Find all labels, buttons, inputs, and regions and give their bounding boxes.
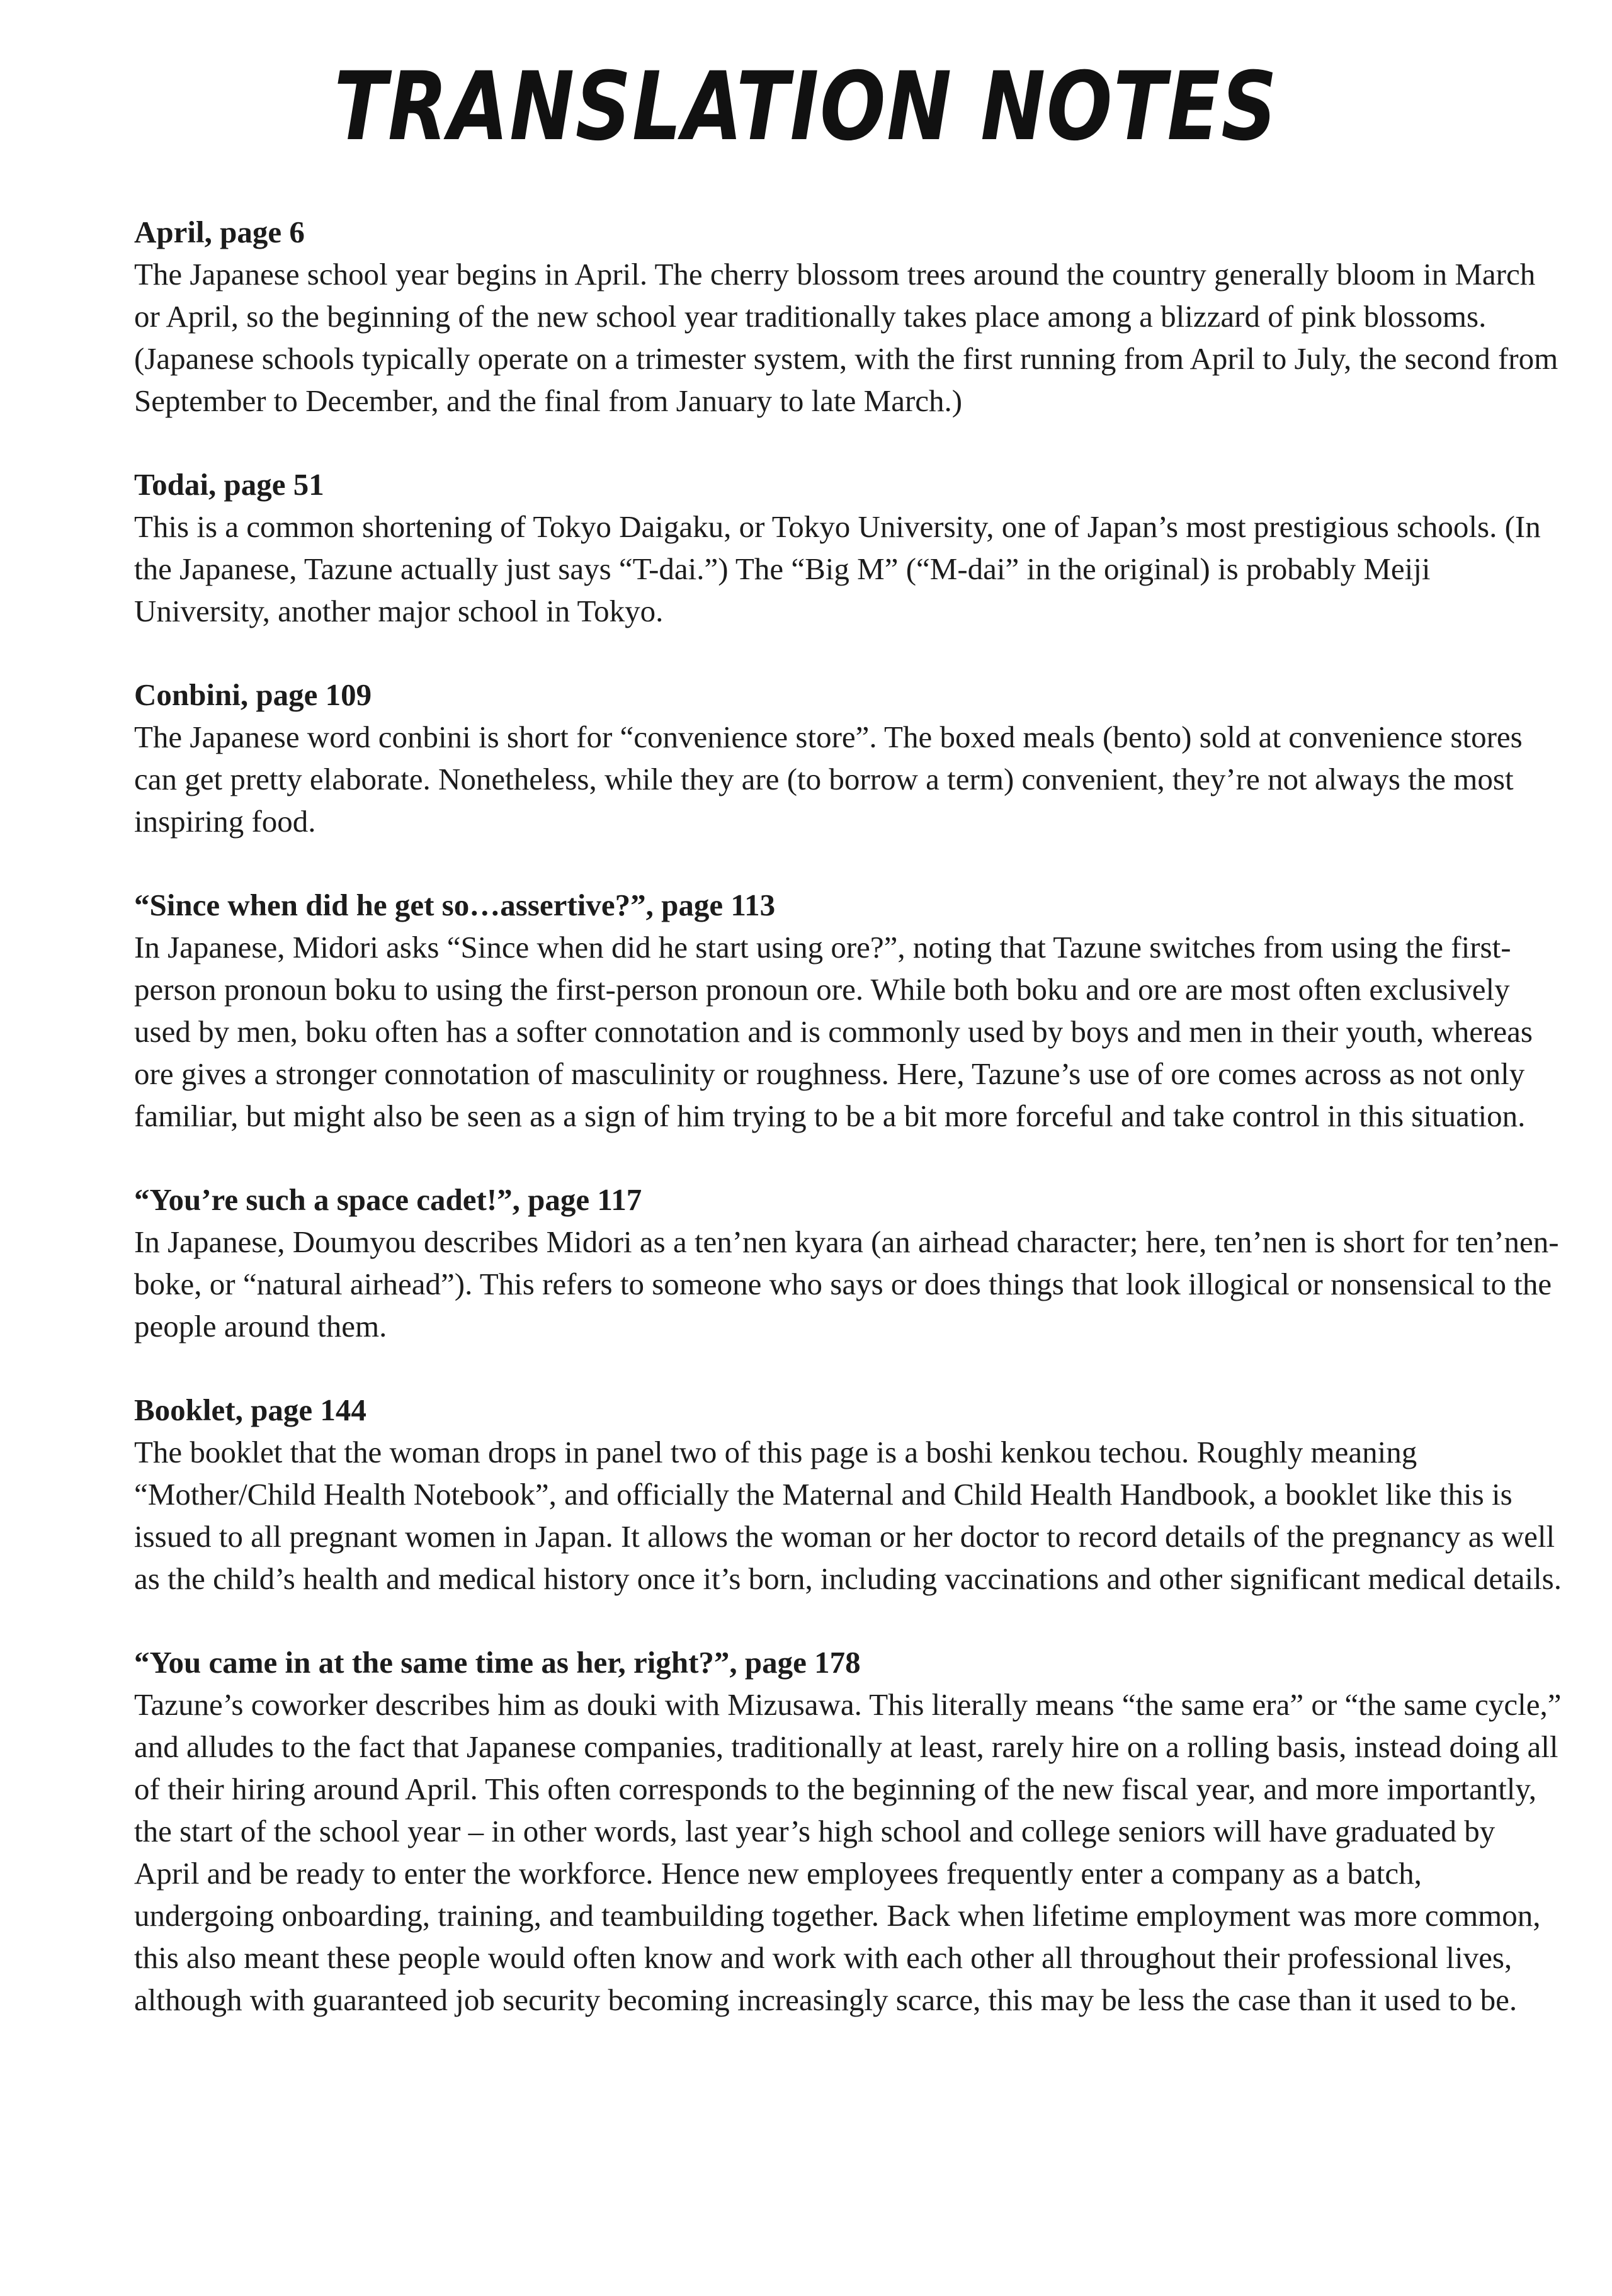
- notes-list: [134, 211, 1564, 2062]
- note-april: [134, 211, 1564, 422]
- note-heading: April, page 6: [134, 215, 305, 249]
- note-todai: [134, 463, 1564, 632]
- note-heading: “You came in at the same time as her, right?”, page 178: [134, 1645, 861, 1680]
- note-heading: “Since when did he get so…assertive?”, page 113: [134, 888, 776, 922]
- note-body: The Japanese word conbini is short for “convenience store”. The boxed meals (bento) sold at convenience stores can get pretty elaborate. Nonetheless, while they are (to borrow a term) convenient, they’re not always the most inspiring food.: [134, 720, 1523, 839]
- note-body: This is a common shortening of Tokyo Daigaku, or Tokyo University, one of Japan’s most prestigious schools. (In the Japanese, Tazune actually just says “T-dai.”) The “Big M” (“M-dai” in the original) is probably Meiji University, another major school in Tokyo.: [134, 509, 1541, 628]
- note-heading: Booklet, page 144: [134, 1393, 366, 1427]
- page-title: TRANSLATION NOTES: [334, 52, 1278, 162]
- note-booklet: [134, 1389, 1564, 1600]
- note-body: The Japanese school year begins in April. The cherry blossom trees around the country generally bloom in March or April, so the beginning of the new school year traditionally takes place among a blizzard of pink blossoms. (Japanese schools typically operate on a trimester system, with the first running from April to July, the second from September to December, and the final from January to late March.): [134, 257, 1558, 418]
- note-body: The booklet that the woman drops in panel two of this page is a boshi kenkou techou. Roughly meaning “Mother/Child Health Notebook”, and officially the Maternal and Child Health Handbook, a booklet like this is issued to all pregnant women in Japan. It allows the woman or her doctor to record details of the pregnancy as well as the child’s health and medical history once it’s born, including vaccinations and other significant medical details.: [134, 1435, 1562, 1596]
- note-assertive: [134, 884, 1564, 1137]
- note-body: Tazune’s coworker describes him as douki with Mizusawa. This literally means “the same era” or “the same cycle,” and alludes to the fact that Japanese companies, traditionally at least, rarely hire on a rolling basis, instead doing all of their hiring around April. This often corresponds to the beginning of the new fiscal year, and more importantly, the start of the school year – in other words, last year’s high school and college seniors will have graduated by April and be ready to enter the workforce. Hence new employees frequently enter a company as a batch, undergoing onboarding, training, and teambuilding together. Back when lifetime employment was more common, this also meant these people would often know and work with each other all throughout their professional lives, although with guaranteed job security becoming increasingly scarce, this may be less the case than it used to be.: [134, 1687, 1562, 2017]
- note-heading: “You’re such a space cadet!”, page 117: [134, 1182, 642, 1217]
- note-heading: Conbini, page 109: [134, 677, 372, 712]
- note-conbini: [134, 674, 1564, 842]
- note-body: In Japanese, Midori asks “Since when did he start using ore?”, noting that Tazune switches from using the first-person pronoun boku to using the first-person pronoun ore. While both boku and ore are most often exclusively used by men, boku often has a softer connotation and is commonly used by boys and men in their youth, whereas ore gives a stronger connotation of masculinity or roughness. Here, Tazune’s use of ore comes across as not only familiar, but might also be seen as a sign of him trying to be a bit more forceful and take control in this situation.: [134, 930, 1533, 1133]
- note-space-cadet: [134, 1179, 1564, 1347]
- note-same-time: [134, 1641, 1564, 2021]
- note-heading: Todai, page 51: [134, 467, 324, 502]
- note-body: In Japanese, Doumyou describes Midori as a ten’nen kyara (an airhead character; here, ten’nen is short for ten’nen-boke, or “natural airhead”). This refers to someone who says or does things that look illogical or nonsensical to the people around them.: [134, 1224, 1559, 1343]
